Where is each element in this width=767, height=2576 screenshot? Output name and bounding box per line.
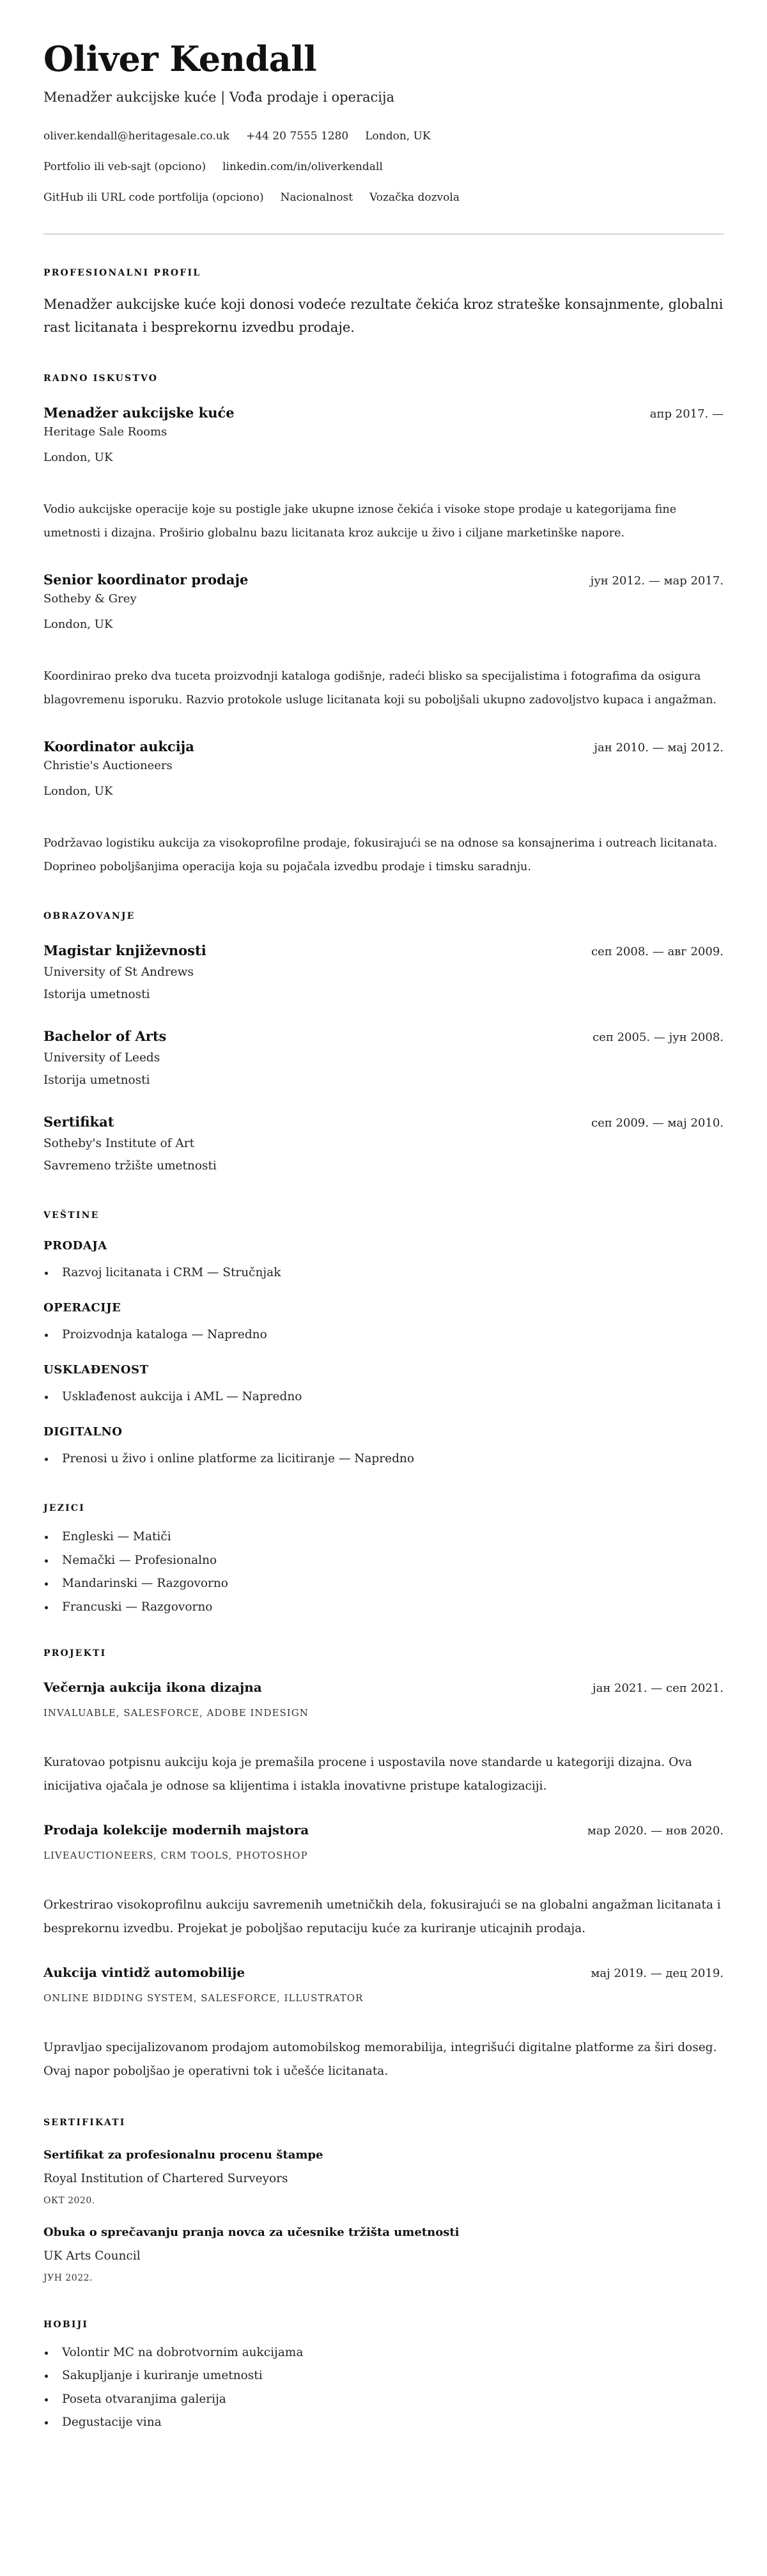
hobbies-section bbox=[43, 2318, 724, 2435]
hobby-list bbox=[43, 2341, 724, 2435]
project-title: Aukcija vintidž automobilije bbox=[43, 1965, 245, 1981]
job-description: Koordinirao preko dva tuceta proizvodnji kataloga godišnje, radeći blisko sa specijalistima i fotografima da osigura blagovremenu isporuku. Razvio protokole usluge licitanata koji su poboljšali ukupno zadovoljstvo kupaca i angažman. bbox=[43, 670, 717, 706]
driving-license-text: Vozačka dozvola bbox=[369, 191, 460, 204]
github-link[interactable]: GitHub ili URL code portfolija (opciono) bbox=[43, 191, 264, 204]
hobby-item: Volontir MC na dobrotvornim aukcijama bbox=[43, 2341, 724, 2365]
job-dates: апр 2017. — bbox=[649, 407, 724, 421]
skill-item: Razvoj licitanata i CRM — Stručnjak bbox=[43, 1265, 724, 1281]
company: Christie's Auctioneers bbox=[43, 759, 173, 772]
project-item bbox=[43, 1678, 724, 1798]
section-title: JEZICI bbox=[43, 1503, 85, 1513]
section-title: PROFESIONALNI PROFIL bbox=[43, 268, 201, 278]
education-dates: сеп 2005. — јун 2008. bbox=[593, 1031, 724, 1044]
company: Sotheby & Grey bbox=[43, 592, 137, 605]
section-title: PROJEKTI bbox=[43, 1648, 107, 1659]
hobby-item: Sakupljanje i kuriranje umetnosti bbox=[43, 2364, 724, 2388]
job-location: London, UK bbox=[43, 451, 113, 464]
certificate-date: ЈУН 2022. bbox=[43, 2272, 93, 2283]
education-section bbox=[43, 910, 724, 1175]
company: Heritage Sale Rooms bbox=[43, 425, 167, 439]
certificate-issuer: UK Arts Council bbox=[43, 2249, 141, 2263]
language-item: Francuski — Razgovorno bbox=[43, 1596, 724, 1620]
skill-list bbox=[43, 1451, 724, 1467]
experience-section bbox=[43, 372, 724, 878]
project-description: Upravljao specijalizovanom prodajom automobilskog memorabilija, integrišući digitalne platforme za širi doseg. Ovaj napor poboljšao je operativni tok i učešće licitanata. bbox=[43, 2041, 717, 2078]
contact-row bbox=[43, 159, 724, 175]
project-tech: LIVEAUCTIONEERS, CRM TOOLS, PHOTOSHOP bbox=[43, 1850, 308, 1862]
hobby-item: Degustacije vina bbox=[43, 2411, 724, 2435]
location-text: London, UK bbox=[365, 130, 431, 143]
job-location: London, UK bbox=[43, 618, 113, 631]
resume-page bbox=[43, 0, 724, 2473]
skills-section bbox=[43, 1209, 724, 1467]
skill-category: DIGITALNO bbox=[43, 1425, 123, 1439]
profile-section bbox=[43, 267, 724, 339]
project-item bbox=[43, 1820, 724, 1940]
project-title: Prodaja kolekcije modernih majstora bbox=[43, 1822, 309, 1838]
school: Sotheby's Institute of Art bbox=[43, 1137, 195, 1150]
skill-item: Usklađenost aukcija i AML — Napredno bbox=[43, 1389, 724, 1405]
skill-category: OPERACIJE bbox=[43, 1301, 121, 1315]
education-dates: сеп 2009. — мај 2010. bbox=[591, 1116, 724, 1130]
project-tech: INVALUABLE, SALESFORCE, ADOBE INDESIGN bbox=[43, 1707, 309, 1719]
field-of-study: Istorija umetnosti bbox=[43, 1073, 150, 1087]
email-link[interactable]: oliver.kendall@heritagesale.co.uk bbox=[43, 130, 229, 143]
section-title: OBRAZOVANJE bbox=[43, 911, 136, 921]
experience-item bbox=[43, 570, 724, 712]
hobby-item: Poseta otvaranjima galerija bbox=[43, 2388, 724, 2412]
portfolio-link[interactable]: Portfolio ili veb-sajt (opciono) bbox=[43, 160, 206, 173]
certificate-name: Obuka o sprečavanju pranja novca za učesnike tržišta umetnosti bbox=[43, 2225, 460, 2239]
profile-summary: Menadžer aukcijske kuće koji donosi vodeće rezultate čekića kroz strateške konsajnmente, globalni rast licitanata i besprekornu izvedbu prodaje. bbox=[43, 297, 724, 335]
project-dates: јан 2021. — сеп 2021. bbox=[593, 1682, 724, 1695]
section-title: RADNO ISKUSTVO bbox=[43, 373, 159, 384]
project-title: Večernja aukcija ikona dizajna bbox=[43, 1680, 262, 1695]
project-dates: мај 2019. — дец 2019. bbox=[591, 1967, 724, 1981]
candidate-headline: Menadžer aukcijske kuće | Vođa prodaje i operacija bbox=[43, 90, 395, 105]
contact-row bbox=[43, 190, 724, 205]
languages-section bbox=[43, 1502, 724, 1619]
section-title: SERTIFIKATI bbox=[43, 2117, 126, 2128]
skill-list bbox=[43, 1389, 724, 1405]
job-dates: јан 2010. — мај 2012. bbox=[594, 741, 724, 754]
nationality-text: Nacionalnost bbox=[280, 191, 353, 204]
skill-list bbox=[43, 1265, 724, 1281]
field-of-study: Savremeno tržište umetnosti bbox=[43, 1159, 217, 1173]
job-location: London, UK bbox=[43, 785, 113, 798]
school: University of St Andrews bbox=[43, 965, 194, 979]
certificates-section bbox=[43, 2116, 724, 2284]
certificate-name: Sertifikat za profesionalnu procenu štampe bbox=[43, 2148, 323, 2162]
field-of-study: Istorija umetnosti bbox=[43, 988, 150, 1001]
degree: Magistar književnosti bbox=[43, 942, 206, 958]
project-description: Orkestrirao visokoprofilnu aukciju savremenih umetničkih dela, fokusirajući se na globalni angažman licitanata i besprekornu izvedbu. Projekat je poboljšao reputaciju kuće za kuriranje uticajnih prodaja. bbox=[43, 1898, 721, 1935]
experience-item bbox=[43, 403, 724, 545]
phone-link[interactable]: +44 20 7555 1280 bbox=[246, 130, 349, 143]
education-item bbox=[43, 1112, 724, 1175]
project-dates: мар 2020. — нов 2020. bbox=[587, 1824, 724, 1838]
candidate-name: Oliver Kendall bbox=[43, 38, 317, 79]
skill-category: PRODAJA bbox=[43, 1239, 107, 1253]
certificate-item bbox=[43, 2224, 724, 2284]
experience-item bbox=[43, 737, 724, 878]
header-divider bbox=[43, 233, 724, 235]
skill-item: Prenosi u živo i online platforme za licitiranje — Napredno bbox=[43, 1451, 724, 1467]
project-item bbox=[43, 1963, 724, 2083]
language-item: Mandarinski — Razgovorno bbox=[43, 1572, 724, 1596]
resume-header bbox=[43, 38, 724, 205]
education-dates: сеп 2008. — авг 2009. bbox=[591, 945, 724, 958]
school: University of Leeds bbox=[43, 1051, 160, 1065]
education-item bbox=[43, 1027, 724, 1089]
skill-category: USKLAĐENOST bbox=[43, 1363, 149, 1377]
language-item: Nemački — Profesionalno bbox=[43, 1549, 724, 1573]
job-title: Menadžer aukcijske kuće bbox=[43, 405, 235, 421]
project-tech: ONLINE BIDDING SYSTEM, SALESFORCE, ILLUSTRATOR bbox=[43, 1992, 364, 2004]
skill-list bbox=[43, 1327, 724, 1343]
contact-row bbox=[43, 129, 724, 144]
degree: Bachelor of Arts bbox=[43, 1028, 167, 1044]
job-title: Koordinator aukcija bbox=[43, 738, 194, 754]
section-title: HOBIJI bbox=[43, 2319, 89, 2330]
degree: Sertifikat bbox=[43, 1114, 114, 1130]
job-title: Senior koordinator prodaje bbox=[43, 572, 249, 588]
job-description: Vodio aukcijske operacije koje su postigle jake ukupne iznose čekića i visoke stope prodaje u kategorijama fine umetnosti i dizajna. Proširio globalnu bazu licitanata kroz aukcije u živo i ciljane marketinške napore. bbox=[43, 503, 677, 540]
education-item bbox=[43, 941, 724, 1003]
skill-item: Proizvodnja kataloga — Napredno bbox=[43, 1327, 724, 1343]
certificate-date: ОКТ 2020. bbox=[43, 2195, 95, 2206]
project-description: Kuratovao potpisnu aukciju koja je premašila procene i uspostavila nove standarde u kategoriji dizajna. Ova inicijativa ojačala je odnose sa klijentima i istakla inovativne pristupe katalogizaciji. bbox=[43, 1756, 692, 1793]
job-dates: јун 2012. — мар 2017. bbox=[590, 574, 724, 588]
projects-section bbox=[43, 1647, 724, 2084]
linkedin-link[interactable]: linkedin.com/in/oliverkendall bbox=[222, 160, 383, 173]
certificate-item bbox=[43, 2147, 724, 2207]
section-title: VEŠTINE bbox=[43, 1210, 100, 1221]
certificate-issuer: Royal Institution of Chartered Surveyors bbox=[43, 2171, 288, 2185]
job-description: Podržavao logistiku aukcija za visokoprofilne prodaje, fokusirajući se na odnose sa konsajnerima i outreach licitanata. Doprineo poboljšanjima operacija koja su pojačala izvedbu prodaje i timsku saradnju. bbox=[43, 837, 718, 873]
language-list bbox=[43, 1526, 724, 1619]
language-item: Engleski — Matiči bbox=[43, 1526, 724, 1549]
